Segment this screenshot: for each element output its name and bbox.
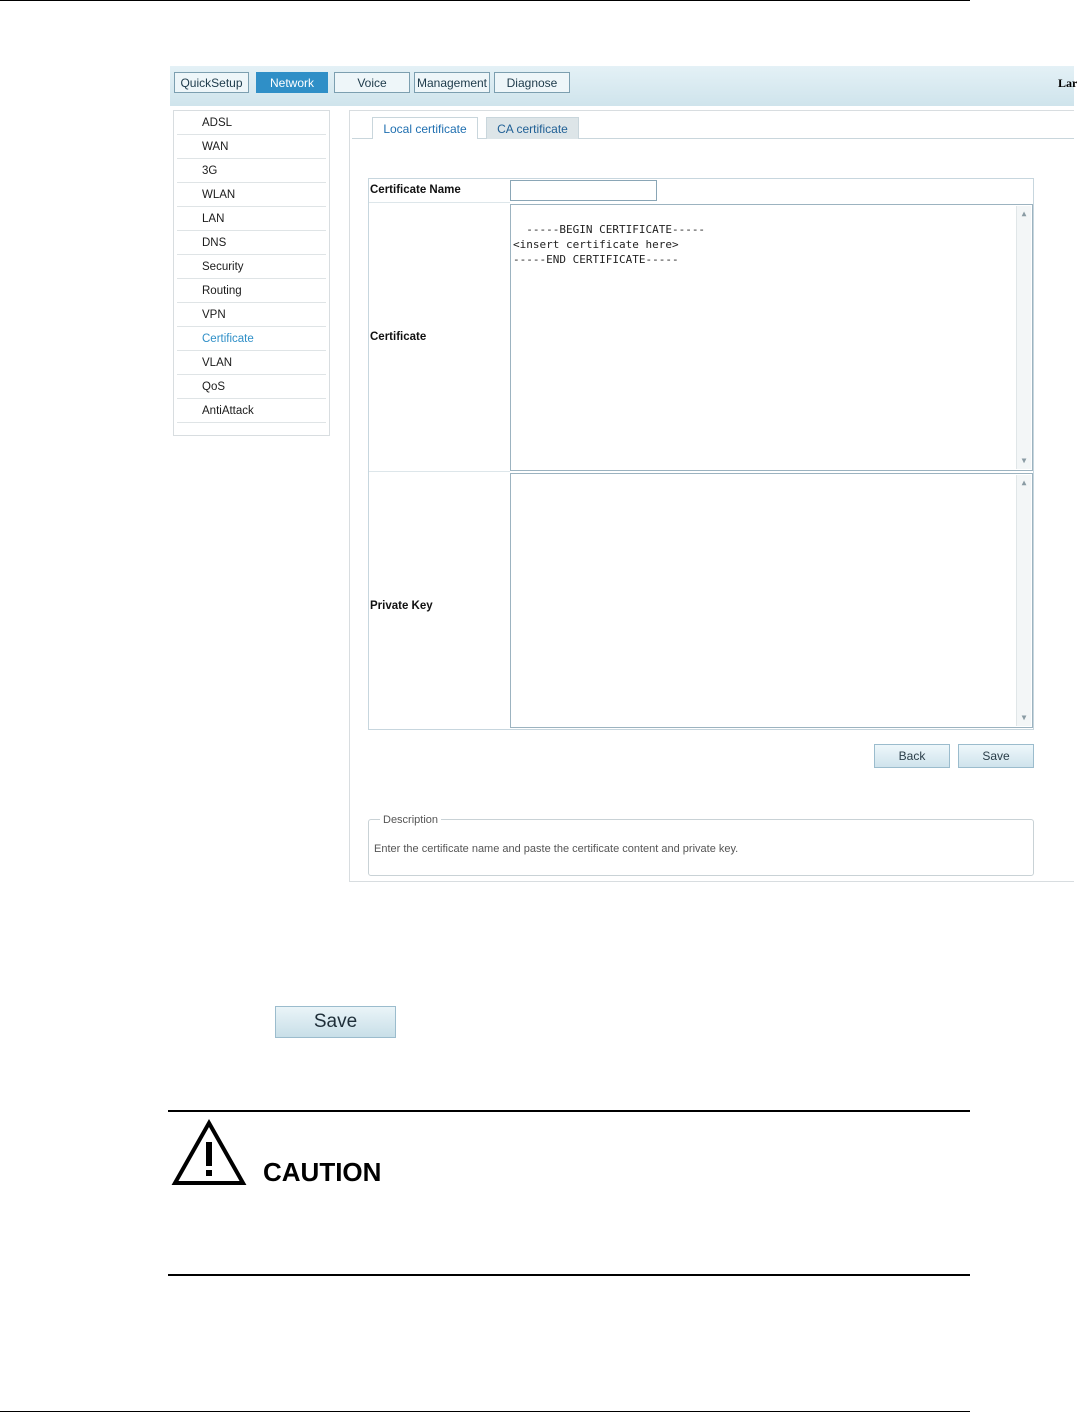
sidebar-item-routing[interactable]: Routing (177, 280, 326, 303)
certificate-text: -----BEGIN CERTIFICATE----- <insert certificate here> -----END CERTIFICATE----- (513, 223, 706, 266)
sidebar-item-wlan[interactable]: WLAN (177, 184, 326, 207)
sidebar-item-dns[interactable]: DNS (177, 232, 326, 255)
private-key-scrollbar[interactable] (1016, 475, 1031, 726)
sidebar-item-adsl[interactable]: ADSL (177, 112, 326, 135)
sidebar (173, 110, 330, 436)
nav-tab-network[interactable]: Network (256, 72, 328, 93)
scroll-down-icon[interactable]: ▼ (1021, 713, 1027, 722)
certificate-textarea[interactable] (510, 204, 1033, 471)
sidebar-item-qos[interactable]: QoS (177, 376, 326, 399)
row-divider (369, 202, 510, 203)
sidebar-item-3g[interactable]: 3G (177, 160, 326, 183)
description-title: Description (380, 814, 441, 826)
sidebar-item-antiattack[interactable]: AntiAttack (177, 400, 326, 423)
tab-local-certificate[interactable]: Local certificate (372, 117, 478, 139)
description-text: Enter the certificate name and paste the certificate content and private key. (374, 843, 739, 855)
nav-tab-diagnose[interactable]: Diagnose (494, 72, 570, 93)
sidebar-item-lan[interactable]: LAN (177, 208, 326, 231)
nav-tab-quicksetup[interactable]: QuickSetup (174, 72, 249, 93)
save-button[interactable]: Save (958, 744, 1034, 768)
sidebar-item-security[interactable]: Security (177, 256, 326, 279)
nav-tab-management[interactable]: Management (414, 72, 490, 93)
caution-bottom-rule (168, 1274, 970, 1276)
caution-top-rule (168, 1110, 970, 1112)
warning-icon (172, 1120, 246, 1186)
top-rule (0, 0, 970, 1)
scroll-down-icon[interactable]: ▼ (1021, 456, 1027, 465)
back-button[interactable]: Back (874, 744, 950, 768)
row-divider (369, 471, 510, 472)
scroll-up-icon[interactable]: ▲ (1021, 478, 1027, 487)
nav-tab-voice[interactable]: Voice (334, 72, 410, 93)
language-selector[interactable]: Lar (1058, 76, 1077, 90)
sidebar-item-vlan[interactable]: VLAN (177, 352, 326, 375)
certificate-name-label: Certificate Name (370, 184, 461, 196)
save-button-illustration: Save (275, 1006, 396, 1038)
scroll-up-icon[interactable]: ▲ (1021, 209, 1027, 218)
top-navigation (170, 66, 1077, 106)
tab-ca-certificate[interactable]: CA certificate (486, 117, 579, 139)
caution-label: CAUTION (263, 1157, 382, 1187)
sidebar-item-vpn[interactable]: VPN (177, 304, 326, 327)
private-key-label: Private Key (370, 600, 433, 612)
bottom-rule (0, 1411, 970, 1412)
certificate-name-input[interactable] (510, 180, 657, 201)
certificate-label: Certificate (370, 331, 427, 343)
certificate-scrollbar[interactable] (1016, 206, 1031, 469)
private-key-textarea[interactable] (510, 473, 1033, 728)
sidebar-item-wan[interactable]: WAN (177, 136, 326, 159)
sidebar-item-certificate[interactable]: Certificate (177, 328, 326, 351)
